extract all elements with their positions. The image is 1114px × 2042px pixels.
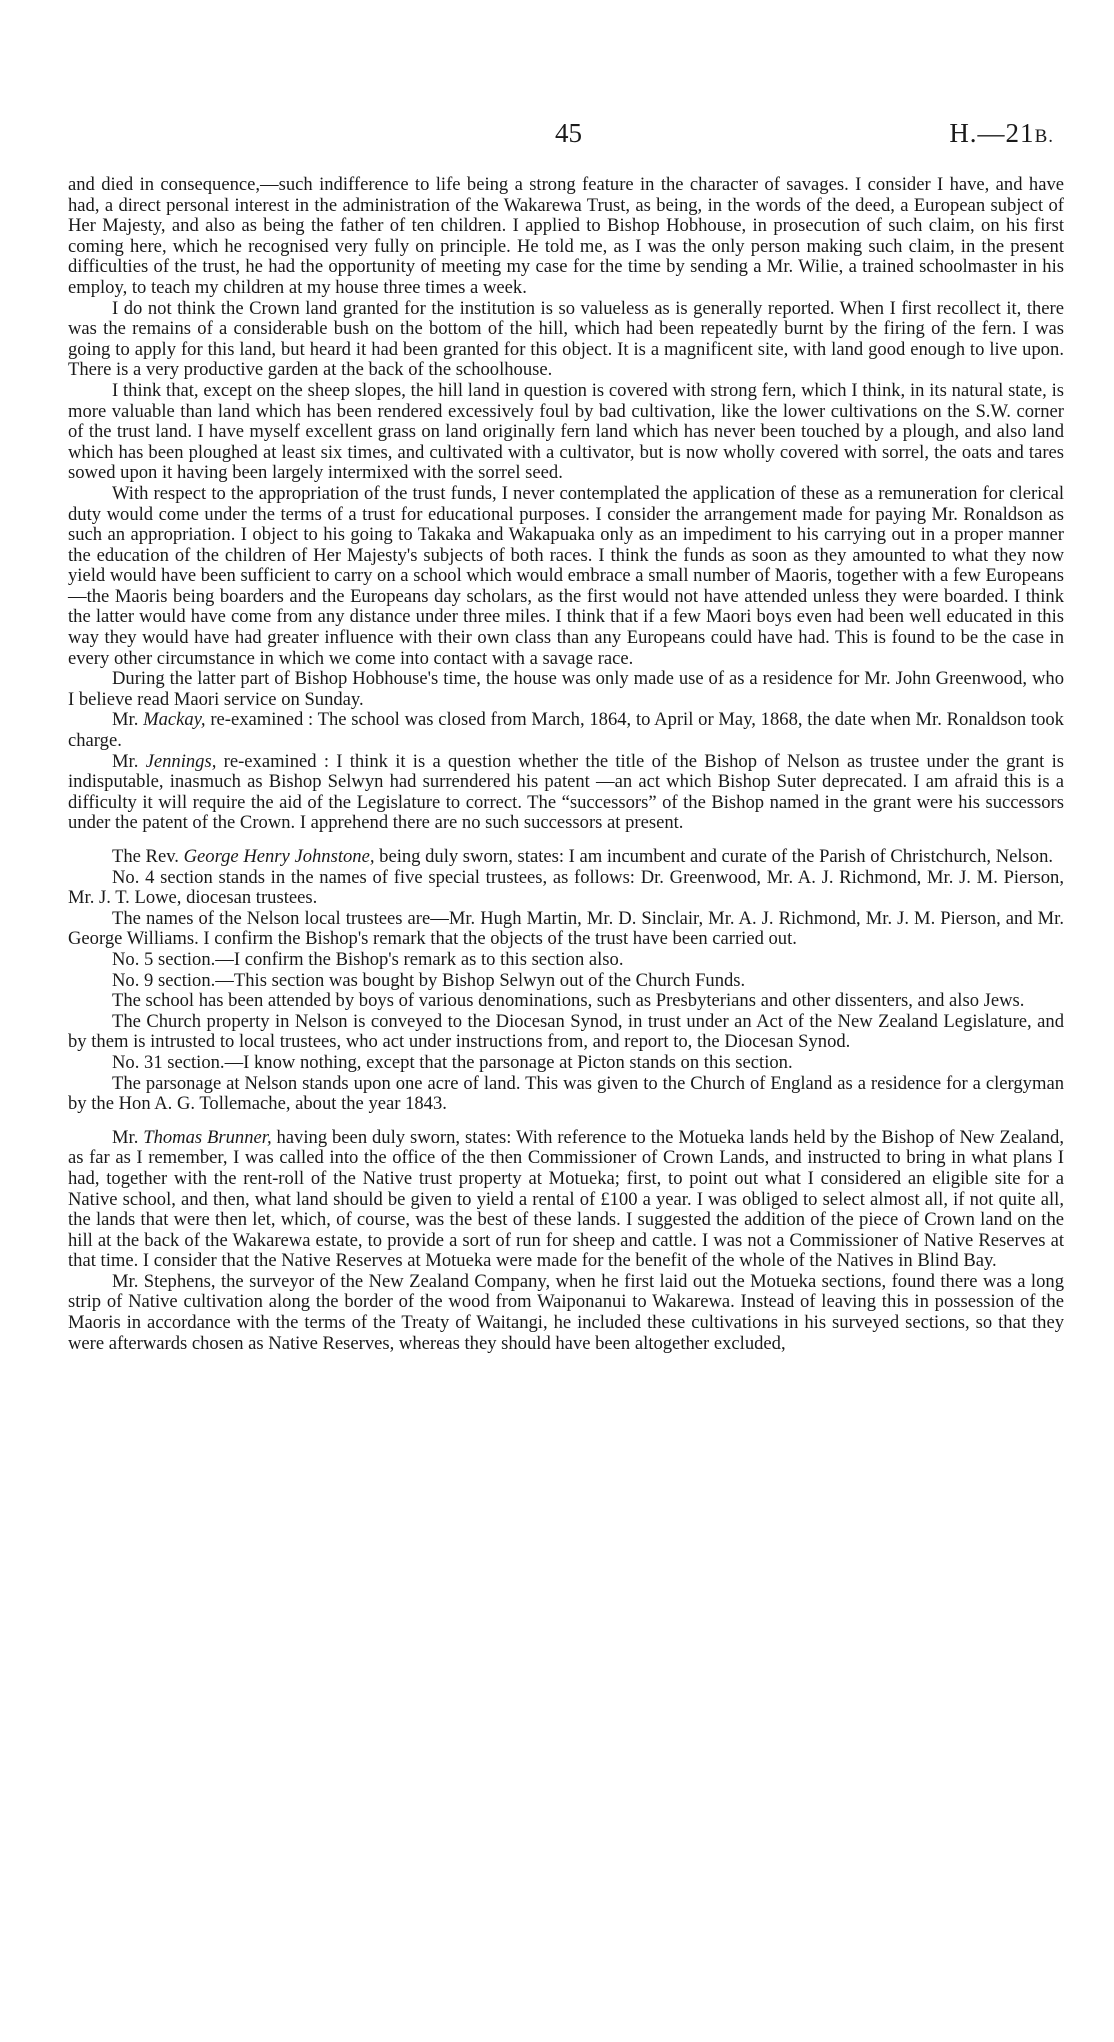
paragraph-text: re-examined : The school was closed from March, 1864, to April or May, 1868, the date when Mr. Ronaldson took charge.	[68, 709, 1064, 752]
paragraph-text: being duly sworn, states: I am incumbent and curate of the Parish of Christchurch, Nelson.	[374, 846, 1054, 867]
paragraph	[68, 991, 1064, 1012]
paragraph	[68, 1272, 1064, 1354]
paragraph-text: The school has been attended by boys of various denominations, such as Presbyterians and other dissenters, and also Jews.	[112, 990, 1025, 1012]
paragraph	[68, 971, 1064, 992]
paragraph-text: I do not think the Crown land granted for the institution is so valueless as is generally reported. When I first recollect it, there was the remains of a considerable bush on the bottom of the hill, which had been repeatedly burnt by the firing of the fern. I was going to apply for this land, but heard it had been granted for this object. It is a magnificent site, with land good enough to live upon. There is a very productive garden at the back of the schoolhouse.	[68, 297, 1064, 381]
paragraph	[68, 1012, 1064, 1053]
paragraph-text: re-examined : I think it is a question whether the title of the Bishop of Nelson as trustee under the grant is indisputable, inasmuch as Bishop Selwyn had surrendered his patent —an act which Bishop Suter deprecated. I am afraid this is a difficulty it will require the aid of the Legislature to correct. The “successors” of the Bishop named in the grant were his successors under the patent of the Crown. I apprehend there are no such successors at present.	[68, 750, 1065, 834]
paragraph	[68, 381, 1064, 484]
doc-ref-suffix: B.	[1034, 126, 1054, 147]
witness-name: Mackay,	[143, 709, 206, 731]
speaker-prefix: Mr.	[112, 750, 146, 772]
paragraph-text: No. 5 section.—I confirm the Bishop's remark as to this section also.	[112, 948, 624, 970]
speaker-prefix: The Rev.	[112, 846, 184, 867]
witness-name: Jennings,	[145, 750, 217, 772]
paragraph-text: No. 9 section.—This section was bought by Bishop Selwyn out of the Church Funds.	[112, 969, 746, 991]
page-header	[0, 118, 1114, 158]
paragraph-text: I think that, except on the sheep slopes, the hill land in question is covered with strong fern, which I think, in its natural state, is more valuable than land which has been rendered excessively foul by bad cultivation, like the lower cultivations on the S.W. corner of the trust land. I have myself excellent grass on land originally fern land which has never been touched by a plough, and also land which has been ploughed at least six times, and cultivated with a cultivator, but is now wholly covered with sorrel, the oats and tares sowed upon it having been largely intermixed with the sorrel seed.	[68, 379, 1064, 484]
witness-name: George Henry Johnstone,	[183, 846, 375, 867]
document-reference	[949, 118, 1054, 149]
paragraph	[68, 909, 1064, 950]
paragraph	[68, 1053, 1064, 1074]
paragraph	[68, 950, 1064, 971]
paragraph-text: and died in consequence,—such indifference to life being a strong feature in the character of savages. I consider I have, and have had, a direct personal interest in the administration of the Wakarewa Trust, as being, in the words of the deed, a European subject of Her Majesty, and also as being the father of ten children. I applied to Bishop Hobhouse, in prosecution of such claim, on his first coming here, which he recognised very fully on principle. He told me, as I was the only person making such claim, in the present difficulties of the trust, he had the opportunity of meeting my case for the time by sending a Mr. Wilie, a trained schoolmaster in his employ, to teach my children at my house three times a week.	[68, 174, 1064, 298]
speaker-prefix: Mr.	[112, 1126, 144, 1148]
paragraph	[68, 1128, 1064, 1272]
paragraph-text: Mr. Stephens, the surveyor of the New Zealand Company, when he first laid out the Motueka sections, found there was a long strip of Native cultivation along the border of the wood from Waiponanui to Wakarewa. Instead of leaving this in possession of the Maoris in accordance with the terms of the Treaty of Waitangi, he included these cultivations in his surveyed sections, so that they were afterwards chosen as Native Reserves, whereas they should have been altogether excluded,	[68, 1270, 1064, 1354]
witness-name: Thomas Brunner,	[143, 1126, 272, 1148]
paragraph	[68, 710, 1064, 751]
paragraph-text: having been duly sworn, states: With reference to the Motueka lands held by the Bishop of New Zealand, as far as I remember, I was called into the office of the then Commissioner of Crown Lands, and instructed to bring in what plans I had, together with the rent-roll of the Native trust property at Motueka; first, to point out what I considered an eligible site for a Native school, and then, what land should be given to yield a rental of £100 a year. I was obliged to select almost all, if not quite all, the lands that were then let, which, of course, was the best of these lands. I suggested the addition of the piece of Crown land on the hill at the back of the Wakarewa estate, to provide a sort of run for sheep and cattle. I was not a Commissioner of Native Reserves at that time. I consider that the Native Reserves at Motueka were made for the benefit of the whole of the Natives in Blind Bay.	[68, 1126, 1064, 1272]
paragraph	[68, 484, 1064, 669]
paragraph-text: With respect to the appropriation of the trust funds, I never contemplated the application of these as a remuneration for clerical duty would come under the terms of a trust for educational purposes. I consider the arrangement made for paying Mr. Ronaldson as such an appropriation. I object to his going to Takaka and Wakapuaka only as an impediment to his carrying out in a proper manner the education of the children of Her Majesty's subjects of both races. I think the funds as soon as they amounted to what they now yield would have been sufficient to carry on a school which would embrace a small number of Maoris, together with a few Europeans—the Maoris being boarders and the Europeans day scholars, as the first would not have attended unless they were boarded. I think the latter would have come from any distance under three miles. I think that if a few Maori boys even had been well educated in this way they would have had greater influence with their own class than any Europeans could have had. This is found to be the case in every other circumstance in which we come into contact with a savage race.	[68, 482, 1064, 669]
paragraph	[68, 868, 1064, 909]
paragraph-text: The Church property in Nelson is conveyed to the Diocesan Synod, in trust under an Act of the New Zealand Legislature, and by them is intrusted to local trustees, who act under instructions from, and report to, the Diocesan Synod.	[68, 1010, 1064, 1053]
paragraph	[68, 299, 1064, 381]
paragraph	[68, 175, 1064, 299]
paragraph	[68, 752, 1064, 834]
paragraph-text: The names of the Nelson local trustees are—Mr. Hugh Martin, Mr. D. Sinclair, Mr. A. J. Richmond, Mr. J. M. Pierson, and Mr. George Williams. I confirm the Bishop's remark that the objects of the trust have been carried out.	[68, 907, 1064, 950]
speaker-prefix: Mr.	[112, 709, 144, 731]
paragraph	[68, 1074, 1064, 1115]
paragraph-text: No. 31 section.—I know nothing, except that the parsonage at Picton stands on this section.	[112, 1051, 793, 1073]
paragraph-text: During the latter part of Bishop Hobhouse's time, the house was only made use of as a residence for Mr. John Greenwood, who I believe read Maori service on Sunday.	[68, 668, 1064, 710]
body-text	[68, 175, 1064, 1354]
paragraph-text: The parsonage at Nelson stands upon one acre of land. This was given to the Church of England as a residence for a clergyman by the Hon A. G. Tollemache, about the year 1843.	[68, 1072, 1064, 1115]
paragraph	[68, 847, 1064, 868]
paragraph	[68, 669, 1064, 710]
page-number: 45	[555, 118, 582, 148]
doc-ref-main: H.—21	[949, 118, 1035, 148]
paragraph-text: No. 4 section stands in the names of five special trustees, as follows: Dr. Greenwood, Mr. A. J. Richmond, Mr. J. M. Pierson, Mr. J. T. Lowe, diocesan trustees.	[68, 866, 1064, 909]
